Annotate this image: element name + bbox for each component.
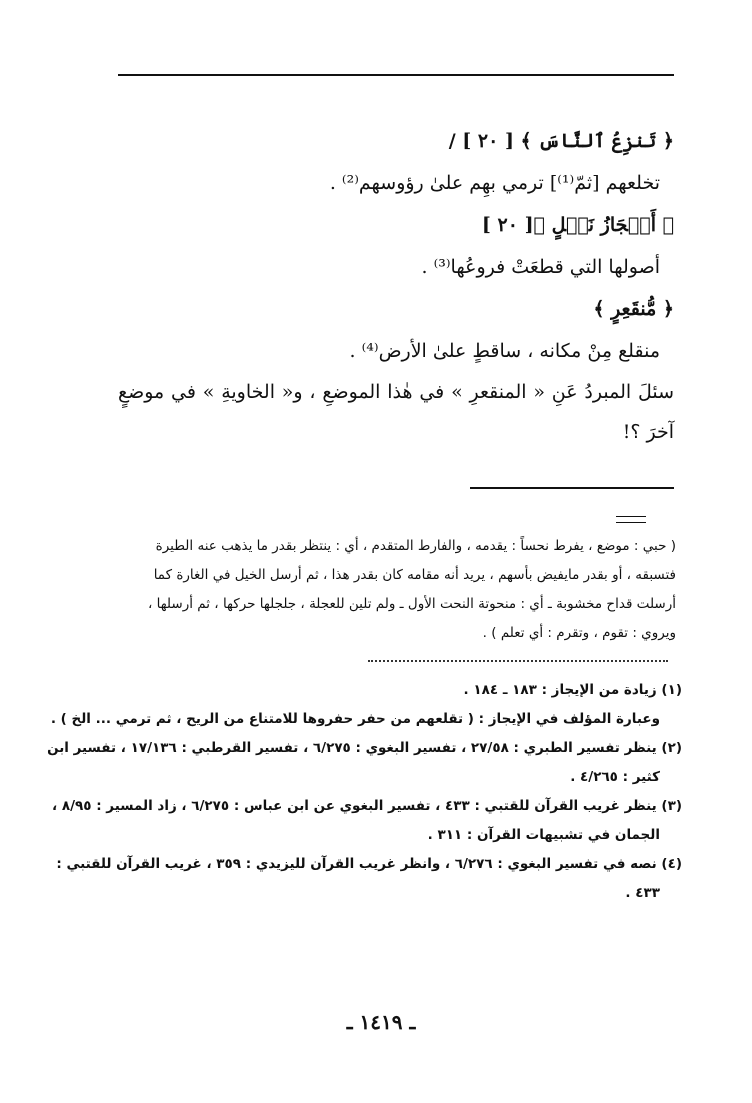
footnote-3: (٣) ينظر غريب القرآن للقتبي : ٤٣٣ ، تفسير البغوي عن ابن عباس : ٦/٢٧٥ ، زاد المسير : ٨/٩٥ ، [52, 798, 682, 814]
footnotes [47, 676, 682, 908]
footnote-1-continuation: وعبارة المؤلف في الإيجاز : ( تقلعهم من حفر حفروها للامتناع من الريح ، ثم ترمي ... الخ ) . [50, 711, 660, 727]
continued-note-line: أرسلت قداح مخشوبة ـ أي : منحوتة النحت الأول ـ ولم تلين للعجلة ، جلجلها حركها ، ثم أرسلها ، [147, 596, 676, 612]
explanation-line-1: تخلعهم [ثمّ⁽¹⁾] ترمي بهِم علىٰ رؤوسهم⁽²⁾ . [329, 172, 660, 194]
footnote-4: (٤) نصه في تفسير البغوي : ٦/٢٧٦ ، وانظر غريب القرآن لليزيدي : ٣٥٩ ، غريب القرآن للقتبي : [56, 856, 682, 872]
quran-heading-2: ﴿ أَعۡجَازُ نَخۡلٍ ﴾[ ٢٠ ] [481, 214, 674, 236]
explanation-line-2: أصولها التي قطعَتْ فروعُها⁽³⁾ . [421, 256, 660, 278]
footnote-2-continuation: كثير : ٤/٢٦٥ . [570, 769, 660, 785]
continued-note [96, 532, 676, 648]
quran-heading-1: ﴿ تَنزِعُ ٱلنَّاسَ ﴾ [ ٢٠ ] / [448, 130, 674, 152]
footnote-3-continuation: الجمان في تشبيهات القرآن : ٣١١ . [427, 827, 660, 843]
footnote-2: (٢) ينظر تفسير الطبري : ٢٧/٥٨ ، تفسير البغوي : ٦/٢٧٥ ، تفسير القرطبي : ١٧/١٣٦ ، تفسير ابن [47, 740, 682, 756]
continued-note-line: فتسبقه ، أو بقدر مايفيض بأسهم ، يريد أنه مقامه كان بقدر هذا ، ثم أرسل الخيل في الغارة كما [153, 567, 676, 583]
quran-heading-3: ﴿ مُّنقَعِرٍ ﴾ [593, 298, 674, 320]
footnote-1: (١) زيادة من الإيجاز : ١٨٣ ـ ١٨٤ . [463, 682, 682, 698]
explanation-paragraph: سئلَ المبردُ عَنِ « المنقعرِ » في هٰذا الموضعِ ، و« الخاويةِ » في موضعٍ آخرَ ؟! [118, 381, 674, 443]
dotted-separator [368, 660, 668, 662]
footnote-4-continuation: ٤٣٣ . [625, 885, 660, 901]
continued-note-line: ويروي : تقوم ، وتقرم : أي تعلم ) . [482, 625, 676, 641]
explanation-line-3: منقلع مِنْ مكانه ، ساقطٍ علىٰ الأرض⁽⁴⁾ . [349, 340, 660, 362]
continuation-mark [616, 516, 646, 523]
footnote-separator [470, 487, 674, 489]
page-number: ـ ١٤١٩ ـ [346, 1010, 416, 1034]
continued-note-line: ( حبي : موضع ، يفرط نحساً : يقدمه ، والفارط المتقدم ، أي : ينتظر بقدر ما يذهب عنه الطيرة [155, 538, 676, 554]
main-text [118, 120, 674, 452]
top-rule [118, 74, 674, 76]
